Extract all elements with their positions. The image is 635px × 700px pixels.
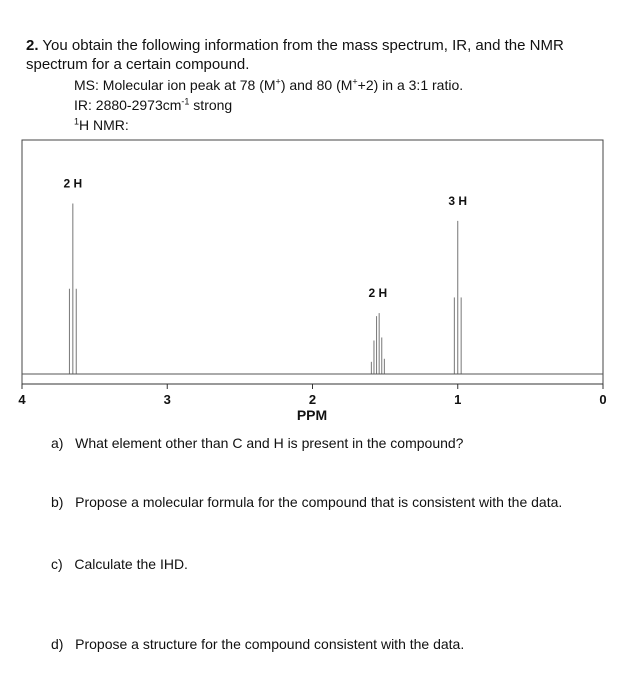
sub-question-b-text: Propose a molecular formula for the compound that is consistent with the data. — [75, 494, 563, 510]
nmr-sup: 1 — [74, 116, 80, 127]
ppm-tick-label: 4 — [18, 392, 26, 407]
nmr-peak-3 — [454, 221, 461, 374]
sub-question-a-text: What element other than C and H is present in the compound? — [75, 435, 464, 451]
nmr-peaks — [69, 203, 461, 374]
sub-question-c-letter: c) — [51, 556, 63, 572]
integration-label-1: 2 H — [63, 176, 83, 191]
nmr-label: H NMR: — [79, 117, 129, 133]
ms-label: MS: — [74, 77, 99, 93]
sub-question-d — [51, 635, 464, 653]
integration-label-2: 2 H — [368, 286, 388, 301]
question-text: You obtain the following information from the mass spectrum, IR, and the NMR spectrum for a certain compound. — [26, 37, 564, 73]
nmr-spectrum — [0, 138, 635, 428]
ppm-ticks — [18, 384, 606, 407]
ms-sup-1: + — [275, 76, 281, 87]
ir-value: 2880-2973cm — [95, 97, 182, 113]
sub-question-d-letter: d) — [51, 636, 64, 652]
ppm-tick-label: 0 — [599, 392, 607, 407]
ppm-tick-label: 3 — [163, 392, 171, 407]
ir-label: IR: — [74, 97, 92, 113]
nmr-peak-2 — [371, 313, 384, 374]
sub-question-d-text: Propose a structure for the compound consistent with the data. — [75, 636, 465, 652]
sub-question-a — [51, 434, 463, 452]
ms-text-before: Molecular ion peak at 78 (M — [102, 77, 276, 93]
ppm-tick-label: 1 — [454, 392, 462, 407]
integration-labels — [63, 176, 467, 300]
ms-text-middle: ) and 80 (M — [280, 77, 353, 93]
sub-question-b-letter: b) — [51, 494, 64, 510]
ms-line — [74, 76, 463, 94]
ms-text-after: +2) in a 3:1 ratio. — [357, 77, 464, 93]
ms-sup-2: + — [352, 76, 358, 87]
sub-question-c — [51, 555, 188, 573]
ir-sup: -1 — [181, 96, 190, 107]
ir-text-after: strong — [189, 97, 233, 113]
integration-label-3: 3 H — [448, 193, 468, 208]
question-number: 2. — [26, 37, 39, 54]
question-header — [26, 36, 616, 74]
nmr-line — [74, 116, 129, 134]
ir-line — [74, 96, 232, 114]
ppm-tick-label: 2 — [308, 392, 317, 407]
x-axis-label: PPM — [296, 407, 328, 423]
nmr-peak-1 — [69, 203, 76, 374]
sub-question-c-text: Calculate the IHD. — [74, 556, 188, 572]
sub-question-b — [51, 493, 562, 511]
sub-question-a-letter: a) — [51, 435, 64, 451]
spectrum-frame — [22, 140, 603, 384]
